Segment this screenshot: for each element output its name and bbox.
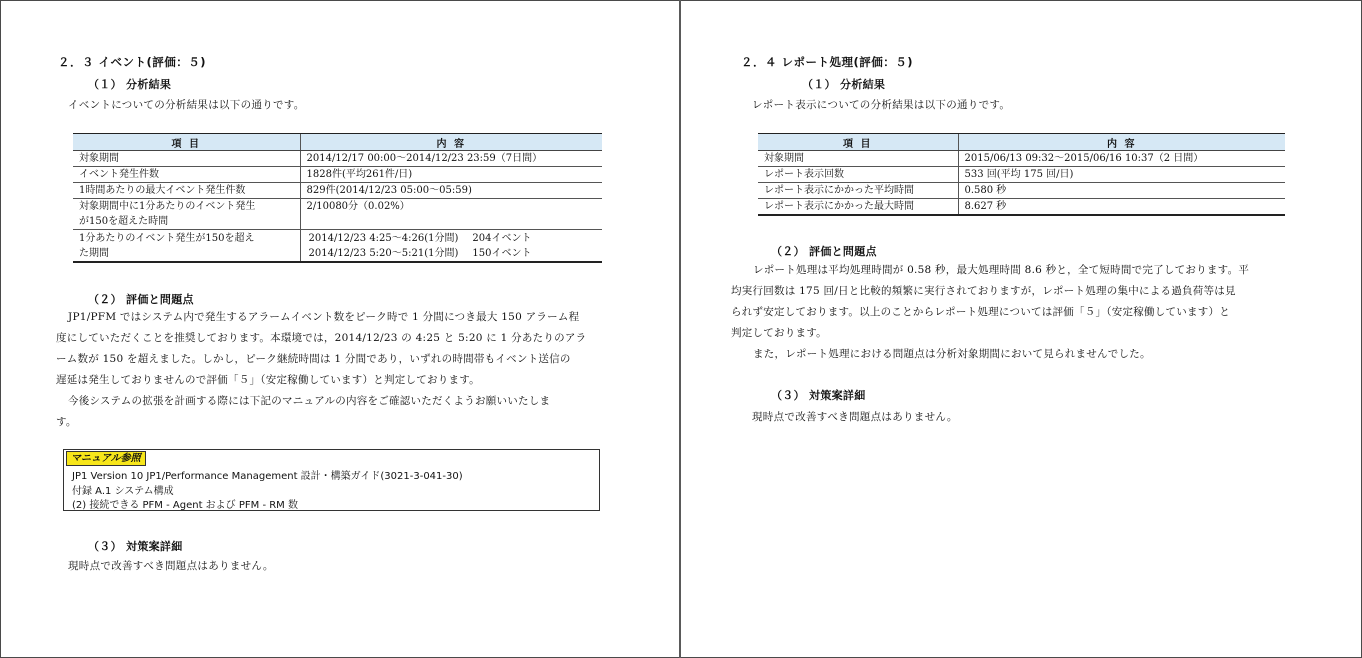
table-cell-content: 533 回(平均 175 回/日) bbox=[958, 167, 1285, 183]
evaluation-line: 遅延は発生しておりませんので評価「５」（安定稼働しています）と判定しております。 bbox=[56, 374, 480, 386]
evaluation-heading: （２） 評価と問題点 bbox=[88, 293, 194, 306]
table-cell-item: レポート表示にかかった最大時間 bbox=[758, 199, 958, 216]
table-cell-content bbox=[300, 230, 602, 263]
peak-count: 204イベント bbox=[472, 233, 532, 244]
table-cell-content: 1828件(平均261件/日) bbox=[300, 167, 602, 183]
evaluation-line: られず安定しております。以上のことからレポート処理については評価「５」（安定稼働しています）と bbox=[731, 306, 1230, 318]
item-line: が150を超えた時間 bbox=[79, 216, 169, 227]
manual-reference-line: 付録 A.1 システム構成 bbox=[72, 486, 174, 497]
table-row bbox=[758, 167, 1285, 183]
item-line: 対象期間中に1分あたりのイベント発生 bbox=[79, 201, 256, 212]
evaluation-line: 均実行回数は 175 回/日と比較的頻繁に実行されておりますが，レポート処理の集中による過負荷等は見 bbox=[731, 285, 1236, 297]
table-header-item: 項 目 bbox=[758, 134, 958, 151]
item-line: 1分あたりのイベント発生が150を超え bbox=[79, 233, 255, 244]
table-cell-item: レポート表示回数 bbox=[758, 167, 958, 183]
section-title-events: ２．３ イベント(評価：５) bbox=[58, 55, 207, 69]
table-cell-item: イベント発生件数 bbox=[73, 167, 300, 183]
peak-period-line bbox=[309, 231, 599, 246]
table-cell-item: 対象期間 bbox=[758, 151, 958, 167]
table-header-item: 項 目 bbox=[73, 134, 300, 151]
evaluation-line: ーム数が 150 を超えました。しかし，ピーク継続時間は 1 分間であり，いずれの時間帯もイベント送信の bbox=[56, 353, 571, 365]
table-row bbox=[73, 230, 602, 263]
table-row bbox=[73, 199, 602, 230]
manual-reference-line: JP1 Version 10 JP1/Performance Management 設計・構築ガイド(3021-3-041-30) bbox=[72, 471, 463, 482]
evaluation-text bbox=[731, 260, 1249, 365]
table-cell-content: 8.627 秒 bbox=[958, 199, 1285, 216]
evaluation-line: 度にしていただくことを推奨しております。本環境では，2014/12/23 の 4:25 と 5:20 に 1 分あたりのアラ bbox=[56, 332, 587, 344]
evaluation-line: 今後システムの拡張を計画する際には下記のマニュアルの内容をご確認いただくようお願いいたしま bbox=[68, 395, 551, 407]
evaluation-line: す。 bbox=[56, 416, 77, 428]
analysis-intro: レポート表示についての分析結果は以下の通りです。 bbox=[752, 99, 1011, 111]
table-cell-item: 1時間あたりの最大イベント発生件数 bbox=[73, 183, 300, 199]
table-cell-content: 2015/06/13 09:32～2015/06/16 10:37（2 日間） bbox=[958, 151, 1285, 167]
peak-time: 2014/12/23 4:25～4:26(1分間) bbox=[308, 233, 459, 244]
analysis-intro: イベントについての分析結果は以下の通りです。 bbox=[68, 99, 305, 111]
analysis-heading: （１） 分析結果 bbox=[88, 78, 172, 91]
measures-heading: （３） 対策案詳細 bbox=[771, 389, 866, 402]
table-cell-content: 2014/12/17 00:00～2014/12/23 23:59（7日間） bbox=[300, 151, 602, 167]
report-table bbox=[758, 133, 1285, 216]
manual-reference-line: (2) 接続できる PFM - Agent および PFM - RM 数 bbox=[72, 500, 298, 511]
evaluation-heading: （２） 評価と問題点 bbox=[771, 245, 877, 258]
left-page bbox=[0, 0, 679, 658]
table-cell-item: レポート表示にかかった平均時間 bbox=[758, 183, 958, 199]
table-cell-item bbox=[73, 230, 300, 263]
measures-heading: （３） 対策案詳細 bbox=[88, 540, 183, 553]
manual-reference-tag: マニュアル参照 bbox=[66, 451, 146, 466]
measures-text: 現時点で改善すべき問題点はありません。 bbox=[752, 411, 958, 423]
evaluation-line: 判定しております。 bbox=[731, 327, 827, 339]
evaluation-line: また，レポート処理における問題点は分析対象期間において見られませんでした。 bbox=[753, 348, 1151, 360]
measures-text: 現時点で改善すべき問題点はありません。 bbox=[68, 560, 274, 572]
table-header-content: 内 容 bbox=[300, 134, 602, 151]
manual-reference-box bbox=[63, 449, 600, 511]
events-table bbox=[73, 133, 602, 263]
evaluation-text bbox=[56, 307, 586, 433]
table-cell-item bbox=[73, 199, 300, 230]
peak-time: 2014/12/23 5:20～5:21(1分間) bbox=[308, 248, 459, 259]
section-title-report: ２．４ レポート処理(評価：５) bbox=[741, 55, 914, 69]
analysis-heading: （１） 分析結果 bbox=[802, 78, 886, 91]
table-cell-item: 対象期間 bbox=[73, 151, 300, 167]
table-cell-content: 0.580 秒 bbox=[958, 183, 1285, 199]
evaluation-line: JP1/PFM ではシステム内で発生するアラームイベント数をピーク時で 1 分間につき最大 150 アラーム程 bbox=[68, 311, 580, 323]
table-row bbox=[758, 199, 1285, 216]
table-row bbox=[758, 151, 1285, 167]
table-cell-content: 2/10080分（0.02%） bbox=[300, 199, 602, 230]
table-row bbox=[73, 183, 602, 199]
peak-period-line bbox=[309, 246, 599, 261]
table-cell-content: 829件(2014/12/23 05:00～05:59) bbox=[300, 183, 602, 199]
table-header-content: 内 容 bbox=[958, 134, 1285, 151]
table-row bbox=[73, 151, 602, 167]
item-line: た期間 bbox=[79, 248, 109, 259]
evaluation-line: レポート処理は平均処理時間が 0.58 秒，最大処理時間 8.6 秒と，全て短時間で完了しております。平 bbox=[753, 264, 1250, 276]
peak-count: 150イベント bbox=[472, 248, 532, 259]
table-row bbox=[758, 183, 1285, 199]
right-page bbox=[681, 0, 1361, 658]
table-row bbox=[73, 167, 602, 183]
